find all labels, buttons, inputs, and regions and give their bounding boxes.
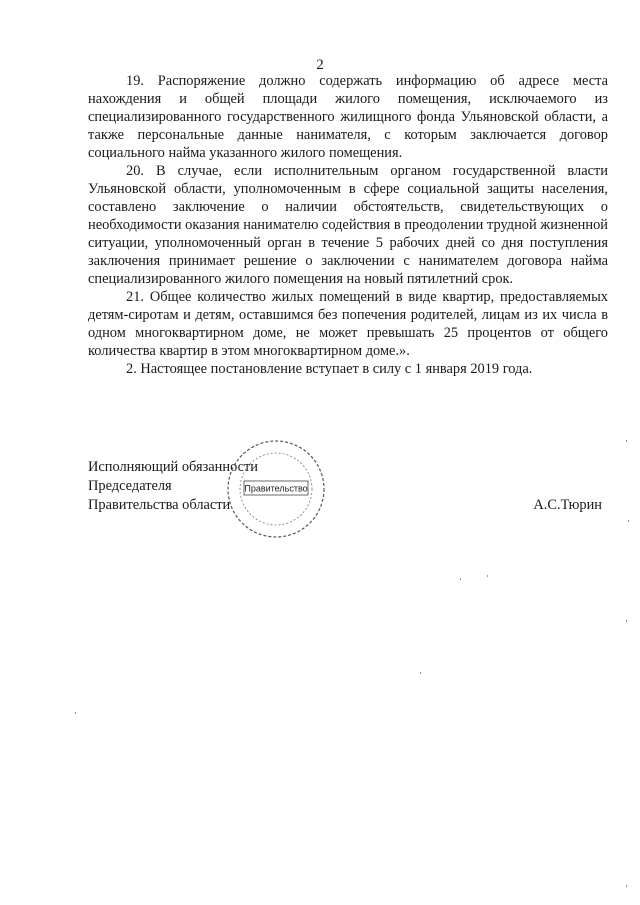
scan-speck [626, 885, 627, 887]
document-body [88, 72, 608, 378]
signer-name: А.С.Тюрин [533, 497, 602, 513]
signer-title-line-3: Правительства области [88, 497, 231, 513]
stamp-label: Правительство [244, 483, 308, 494]
paragraph-effective-date: 2. Настоящее постановление вступает в силу с 1 января 2019 года. [126, 361, 533, 377]
scan-speck [75, 712, 76, 714]
paragraph-21: 21. Общее количество жилых помещений в виде квартир, предоставляемых детям-сиротам и детям, оставшимся без попечения родителей, лицам из их числа в одном многоквартирном доме, не может превышать 25 процентов от общего количества квартир в этом многоквартирном доме.». [88, 289, 608, 359]
scan-speck [487, 575, 488, 577]
official-stamp [224, 437, 328, 541]
signer-title-line-1: Исполняющий обязанности [88, 459, 259, 475]
paragraph-19: 19. Распоряжение должно содержать информацию об адресе места нахождения и общей площади жилого помещения, исключаемого из специализированного государственного жилищного фонда Ульяновской области, а также персональные данные нанимателя, с которым заключается договор социального найма указанного жилого помещения. [88, 73, 608, 161]
scan-speck [628, 520, 629, 522]
scan-speck [626, 440, 627, 442]
signer-title-line-2: Председателя [88, 478, 172, 494]
signature-block [88, 458, 608, 515]
scan-speck [626, 620, 627, 622]
scan-speck [420, 672, 421, 674]
paragraph-20: 20. В случае, если исполнительным органом государственной власти Ульяновской области, уполномоченным в сфере социальной защиты населения, составлено заключение о наличии обстоятельств, свидетельствующих о необходимости оказания нанимателю содействия в преодолении трудной жизненной ситуации, уполномоченный орган в течение 5 рабочих дней со дня поступления заключения принимает решение о заключении с нанимателем договора найма специализированного жилого помещения на новый пятилетний срок. [88, 163, 608, 287]
scan-speck [460, 578, 461, 580]
page-number: 2 [316, 57, 324, 73]
